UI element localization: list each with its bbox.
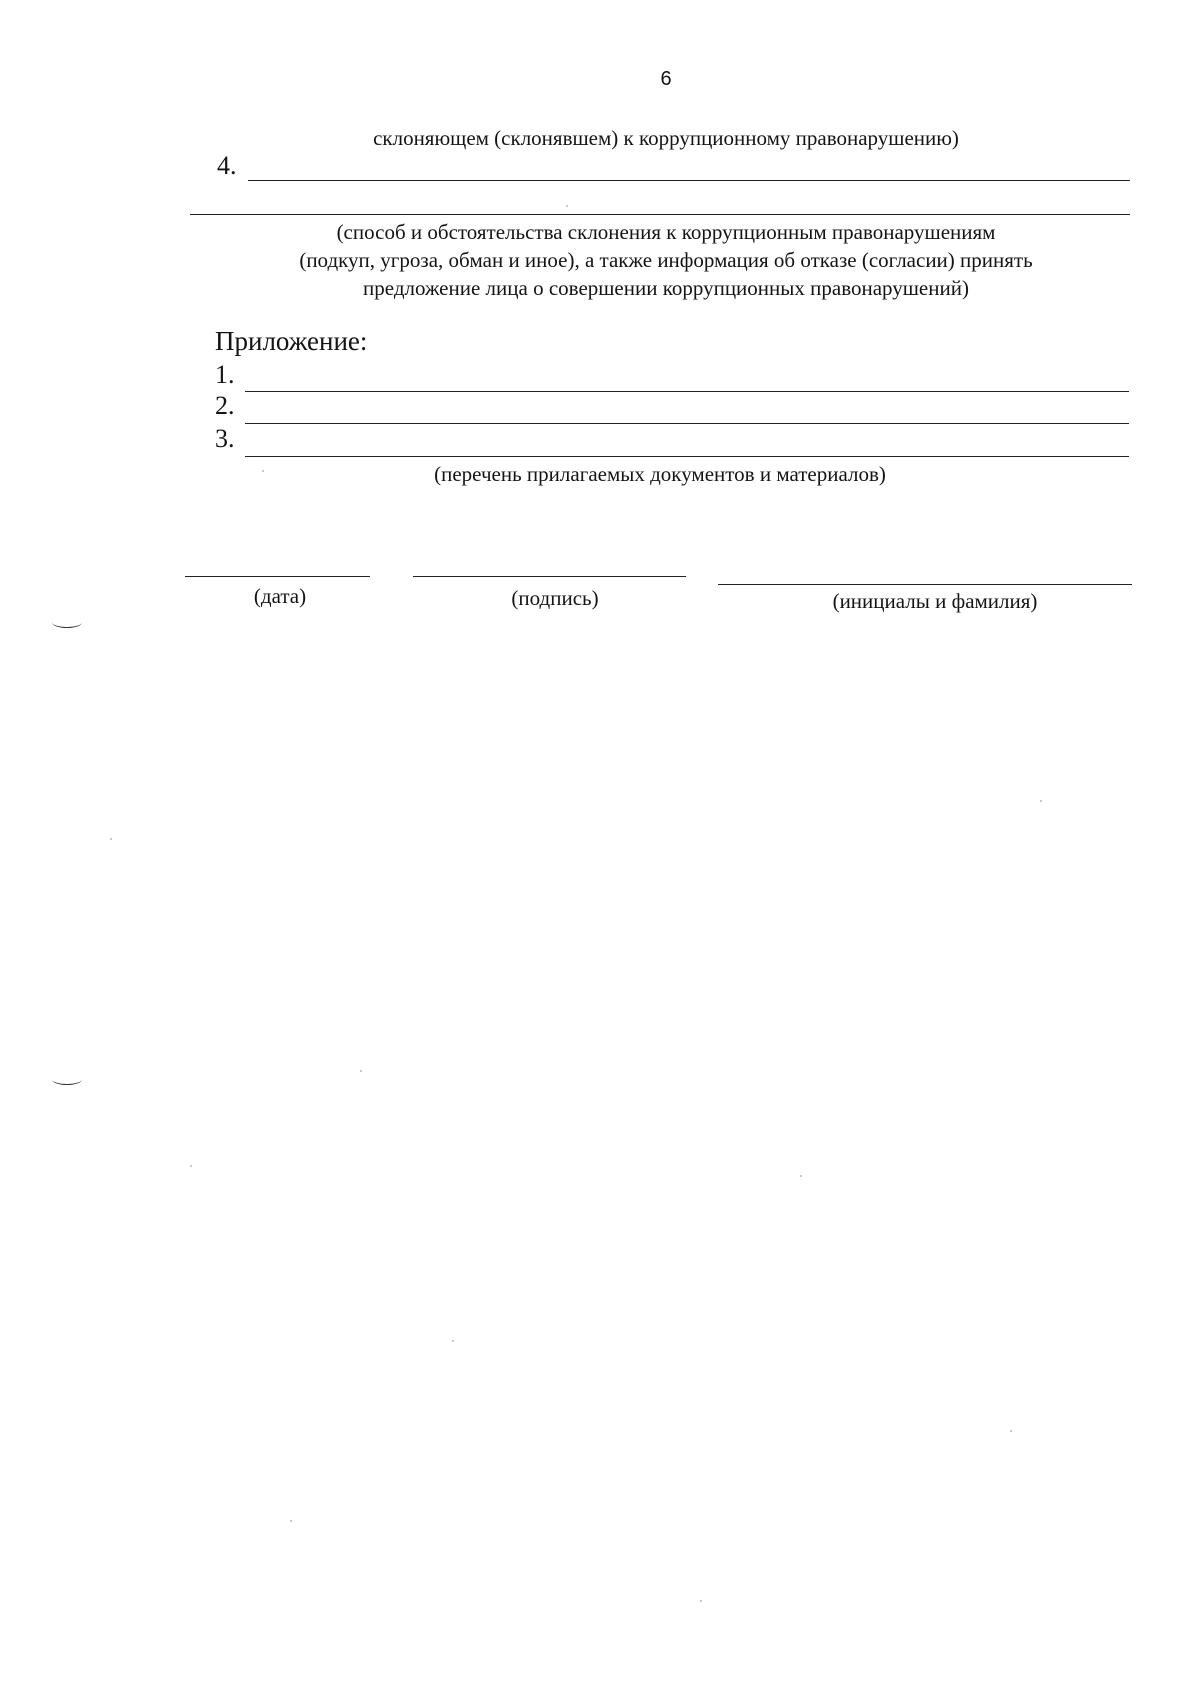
continuation-caption: склоняющем (склонявшем) к коррупционному правонарушению) [373, 126, 959, 150]
attachment-2-label: 2. [215, 391, 235, 420]
attachments-caption: (перечень прилагаемых документов и материалов) [434, 462, 886, 486]
scan-speck [1010, 1430, 1012, 1432]
item-4-caption-line-1: (способ и обстоятельства склонения к коррупционным правонарушениям [336, 220, 996, 244]
scan-speck [1040, 800, 1042, 802]
initials-surname-caption: (инициалы и фамилия) [832, 589, 1038, 613]
date-line [185, 576, 370, 577]
item-4-caption-line-2: (подкуп, угроза, обман и иное), а также информация об отказе (согласии) принять [299, 248, 1033, 272]
attachments-heading: Приложение: [215, 326, 368, 356]
attachment-1-line [245, 391, 1129, 392]
item-4-underline-continued [190, 214, 1130, 215]
page-number: 6 [660, 68, 672, 90]
punch-hole-mark-bottom [52, 1074, 82, 1085]
signature-line [413, 576, 686, 577]
scan-speck [452, 1340, 454, 1342]
scan-speck [262, 470, 264, 472]
attachment-1-label: 1. [215, 360, 235, 389]
scan-speck [800, 1175, 802, 1177]
item-4-caption-line-3: предложение лица о совершении коррупционных правонарушений) [363, 276, 969, 300]
item-4-underline [248, 180, 1130, 181]
item-4-label: 4. [217, 151, 237, 180]
attachment-2-line [245, 423, 1129, 424]
attachment-3-label: 3. [215, 424, 235, 453]
signature-caption: (подпись) [511, 586, 599, 610]
scan-speck [700, 1600, 702, 1602]
punch-hole-mark-top [52, 617, 82, 628]
scan-speck [110, 838, 112, 840]
attachment-3-line [245, 456, 1129, 457]
scan-speck [566, 205, 568, 207]
name-line [718, 584, 1132, 585]
scan-speck [290, 1520, 292, 1522]
scan-speck [360, 1070, 362, 1072]
scan-speck [190, 1165, 192, 1167]
date-caption: (дата) [253, 584, 307, 608]
